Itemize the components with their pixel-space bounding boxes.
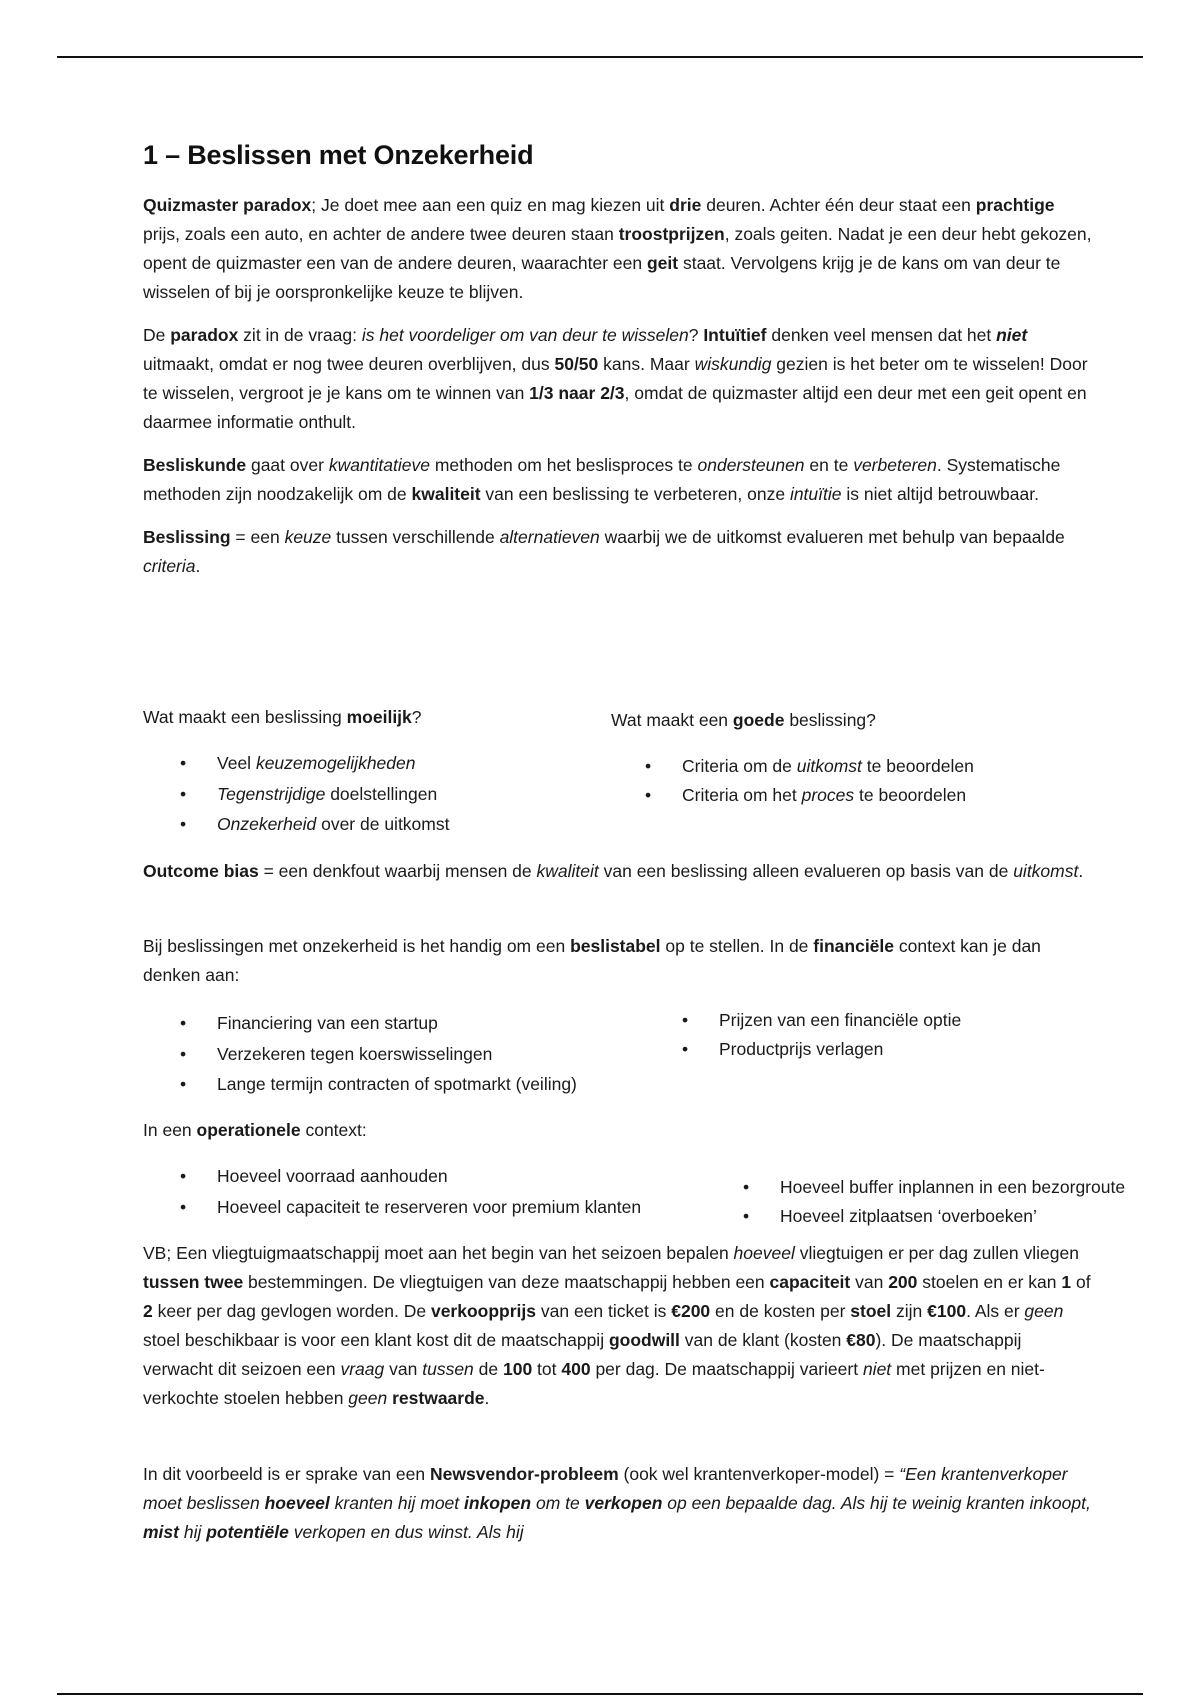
list-item: • Tegenstrijdige doelstellingen — [180, 779, 449, 810]
question-good: Wat maakt een goede beslissing? — [611, 710, 876, 730]
paragraph-beslistabel: Bij beslissingen met onzekerheid is het handig om een beslistabel op te stellen. In de financiële context kan je dan denken aan: — [143, 936, 1041, 985]
paragraph-newsvendor: In dit voorbeeld is er sprake van een Newsvendor-probleem (ook wel krantenverkoper-model) = “Een krantenverkoper moet beslissen hoeveel kranten hij moet inkopen om te verkopen op een bepaalde dag. Als hij te weinig kranten inkoopt, mist hij potentiële verkopen en dus winst. Als hij — [143, 1464, 1091, 1542]
list-item: • Verzekeren tegen koerswisselingen — [180, 1039, 577, 1070]
list-item: • Hoeveel voorraad aanhouden — [180, 1161, 641, 1192]
list-item: • Hoeveel capaciteit te reserveren voor premium klanten — [180, 1192, 641, 1223]
paragraph-beslissing: Beslissing = een keuze tussen verschillende alternatieven waarbij we de uitkomst evalueren met behulp van bepaalde criteria. — [143, 527, 1065, 576]
paragraph-operational: In een operationele context: — [143, 1120, 367, 1140]
list-item: • Financiering van een startup — [180, 1008, 577, 1039]
list-item: • Hoeveel zitplaatsen ‘overboeken’ — [743, 1202, 1125, 1231]
document-page — [143, 140, 1093, 595]
bottom-rule — [57, 1693, 1143, 1695]
list-item: • Hoeveel buffer inplannen in een bezorgroute — [743, 1173, 1125, 1202]
difficult-list — [180, 748, 449, 840]
list-item: • Prijzen van een financiële optie — [682, 1006, 961, 1035]
paragraph-quizmaster: Quizmaster paradox; Je doet mee aan een quiz en mag kiezen uit drie deuren. Achter één deur staat een prachtige prijs, zoals een auto, en achter de andere twee deuren staan troostprijzen, zoals geiten. Nadat je een deur hebt gekozen, opent de quizmaster een van de andere deuren, waarachter een geit staat. Vervolgens krijg je de kans om van deur te wisselen of bij je oorspronkelijke keuze te blijven. — [143, 195, 1092, 302]
paragraph-example: VB; Een vliegtuigmaatschappij moet aan het begin van het seizoen bepalen hoeveel vliegtuigen er per dag zullen vliegen tussen twee bestemmingen. De vliegtuigen van deze maatschappij hebben een capaciteit van 200 stoelen en er kan 1 of 2 keer per dag gevlogen worden. De verkoopprijs van een ticket is €200 en de kosten per stoel zijn €100. Als er geen stoel beschikbaar is voor een klant kost dit de maatschappij goodwill van de klant (kosten €80). De maatschappij verwacht dit seizoen een vraag van tussen de 100 tot 400 per dag. De maatschappij varieert niet met prijzen en niet-verkochte stoelen hebben geen restwaarde. — [143, 1243, 1091, 1408]
financial-list-right — [682, 1006, 961, 1064]
page-title: 1 – Beslissen met Onzekerheid — [143, 140, 534, 170]
list-item: • Productprijs verlagen — [682, 1035, 961, 1064]
top-rule — [57, 56, 1143, 58]
operational-list-right — [743, 1173, 1125, 1231]
paragraph-outcome-bias: Outcome bias = een denkfout waarbij mensen de kwaliteit van een beslissing alleen evalueren op basis van de uitkomst. — [143, 861, 1084, 881]
list-item: • Veel keuzemogelijkheden — [180, 748, 449, 779]
list-item: • Criteria om de uitkomst te beoordelen — [645, 752, 974, 781]
operational-list-left — [180, 1161, 641, 1222]
financial-list-left — [180, 1008, 577, 1100]
paragraph-besliskunde: Besliskunde gaat over kwantitatieve methoden om het beslisproces te ondersteunen en te verbeteren. Systematische methoden zijn noodzakelijk om de kwaliteit van een beslissing te verbeteren, onze intuïtie is niet altijd betrouwbaar. — [143, 455, 1061, 504]
list-item: • Lange termijn contracten of spotmarkt (veiling) — [180, 1069, 577, 1100]
paragraph-paradox: De paradox zit in de vraag: is het voordeliger om van deur te wisselen? Intuïtief denken veel mensen dat het niet uitmaakt, omdat er nog twee deuren overblijven, dus 50/50 kans. Maar wiskundig gezien is het beter om te wisselen! Door te wisselen, vergroot je je kans om te winnen van 1/3 naar 2/3, omdat de quizmaster altijd een deur met een geit opent en daarmee informatie onthult. — [143, 325, 1088, 432]
list-item: • Criteria om het proces te beoordelen — [645, 781, 974, 810]
list-item: • Onzekerheid over de uitkomst — [180, 809, 449, 840]
good-list — [645, 752, 974, 810]
question-difficult: Wat maakt een beslissing moeilijk? — [143, 707, 422, 727]
